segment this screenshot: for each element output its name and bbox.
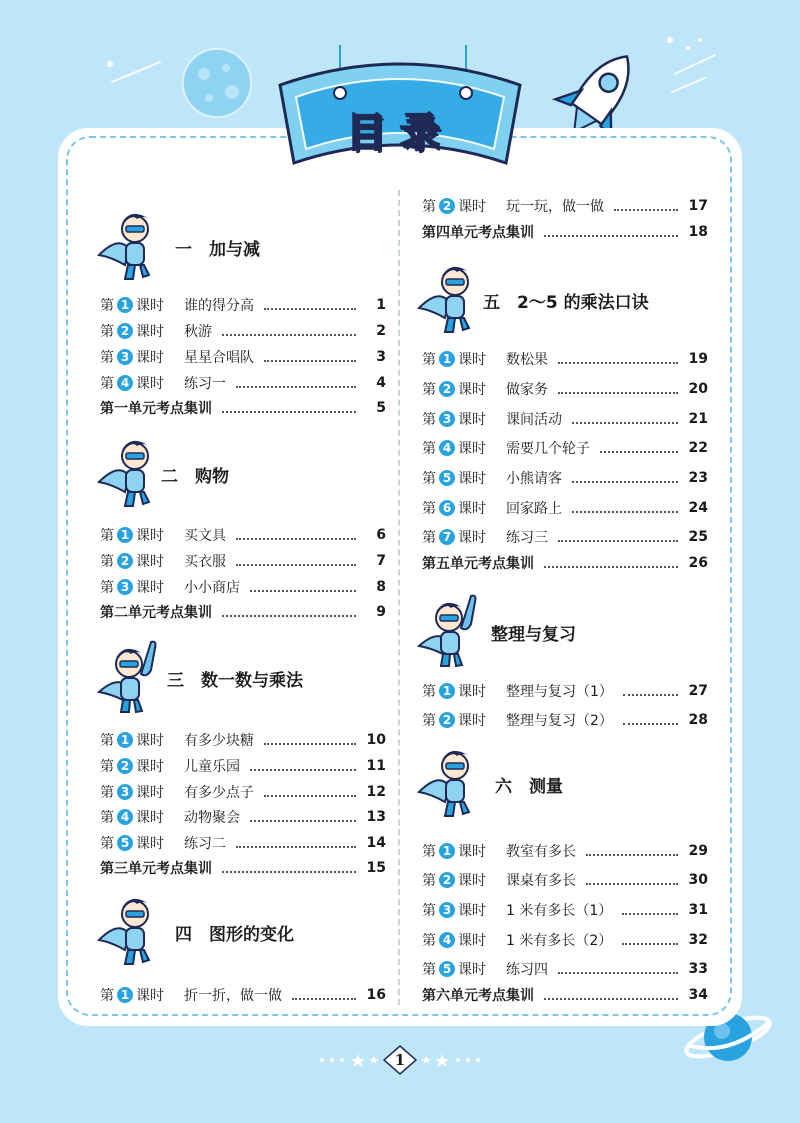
lesson-number-badge: 2 <box>439 712 455 728</box>
lesson-number-badge: 7 <box>439 529 455 545</box>
unit-title: 三 数一数与乘法 <box>167 671 303 691</box>
toc-lesson-row[interactable]: 第 3 课时 小小商店 8 <box>100 579 386 596</box>
superhero-mascot-icon <box>415 258 487 338</box>
page-number-footer: 1 <box>394 1051 406 1069</box>
dot-leader <box>622 913 678 915</box>
toc-lesson-row[interactable]: 第 3 课时 课间活动 21 <box>422 411 708 428</box>
superhero-mascot-icon <box>95 432 167 512</box>
dot-leader <box>236 538 356 540</box>
toc-lesson-row[interactable]: 第 6 课时 回家路上 24 <box>422 500 708 517</box>
review-title: 第五单元考点集训 <box>422 556 534 572</box>
lesson-number-badge: 5 <box>439 961 455 977</box>
page-number: 25 <box>688 529 708 545</box>
lesson-title: 课桌有多长 <box>506 873 576 889</box>
lesson-number-badge: 2 <box>117 553 133 569</box>
toc-lesson-row[interactable]: 第 5 课时 练习四 33 <box>422 961 708 978</box>
unit-heading <box>95 432 375 512</box>
dot-leader <box>544 235 678 237</box>
lesson-title: 课间活动 <box>506 412 562 428</box>
lesson-title: 数松果 <box>506 352 548 368</box>
page-number: 2 <box>376 323 386 339</box>
page-number: 1 <box>376 297 386 313</box>
toc-review-row[interactable] <box>100 397 386 419</box>
lesson-number-badge: 4 <box>439 440 455 456</box>
unit-heading <box>95 205 375 285</box>
toc-review-row[interactable] <box>422 221 708 243</box>
page-number: 5 <box>376 400 386 416</box>
lesson-title: 星星合唱队 <box>184 350 254 366</box>
unit-title: 四 图形的变化 <box>175 925 294 945</box>
lesson-title: 儿童乐园 <box>184 759 240 775</box>
unit-title: 六 测量 <box>495 777 563 797</box>
toc-lesson-row[interactable]: 第 7 课时 练习三 25 <box>422 529 708 546</box>
toc-review-row[interactable] <box>422 552 708 574</box>
lesson-number-badge: 2 <box>439 198 455 214</box>
dot-leader <box>544 566 678 568</box>
lesson-number-badge: 2 <box>117 758 133 774</box>
lesson-title: 买衣服 <box>184 554 226 570</box>
lesson-title: 1 米有多长（1） <box>506 903 613 919</box>
lesson-title: 练习四 <box>506 962 548 978</box>
lesson-title: 折一折，做一做 <box>184 988 282 1004</box>
page-number: 18 <box>688 224 708 240</box>
lesson-title: 有多少点子 <box>184 785 254 801</box>
superhero-mascot-icon <box>95 890 167 970</box>
lesson-number-badge: 1 <box>117 732 133 748</box>
lesson-number-badge: 1 <box>117 987 133 1003</box>
page-number: 19 <box>688 351 708 367</box>
dot-leader <box>558 392 678 394</box>
lesson-number-badge: 2 <box>439 381 455 397</box>
page-number: 30 <box>688 872 708 888</box>
lesson-title: 买文具 <box>184 528 226 544</box>
page-number: 4 <box>376 375 386 391</box>
toc-lesson-row[interactable]: 第 4 课时 需要几个轮子 22 <box>422 440 708 457</box>
dot-leader <box>222 411 356 413</box>
toc-lesson-row[interactable]: 第 2 课时 做家务 20 <box>422 381 708 398</box>
review-title: 第二单元考点集训 <box>100 605 212 621</box>
toc-lesson-row[interactable]: 第 2 课时 儿童乐园 11 <box>100 758 386 775</box>
toc-lesson-row[interactable]: 第 3 课时 1 米有多长（1） 31 <box>422 902 708 919</box>
review-title: 第三单元考点集训 <box>100 861 212 877</box>
page-number: 15 <box>366 860 386 876</box>
lesson-title: 1 米有多长（2） <box>506 933 613 949</box>
lesson-number-badge: 1 <box>439 683 455 699</box>
unit-heading <box>415 590 715 670</box>
dot-leader <box>264 308 356 310</box>
lesson-number-badge: 4 <box>117 375 133 391</box>
page-number: 33 <box>688 961 708 977</box>
dot-leader <box>623 723 678 725</box>
dot-leader <box>264 743 356 745</box>
lesson-title: 秋游 <box>184 324 212 340</box>
column-divider <box>398 190 400 1005</box>
toc-lesson-row[interactable]: 第 4 课时 动物聚会 13 <box>100 809 386 826</box>
review-title: 第四单元考点集训 <box>422 225 534 241</box>
toc-lesson-row[interactable]: 第 2 课时 课桌有多长 30 <box>422 872 708 889</box>
dot-leader <box>236 386 356 388</box>
dot-leader <box>264 360 356 362</box>
page-title: 目录 <box>346 110 454 156</box>
page-number: 17 <box>688 198 708 214</box>
toc-lesson-row[interactable]: 第 1 课时 数松果 19 <box>422 351 708 368</box>
title-sign <box>270 45 530 175</box>
dot-leader <box>236 846 356 848</box>
page-number: 13 <box>366 809 386 825</box>
dot-leader <box>600 451 678 453</box>
superhero-mascot-icon <box>95 205 167 285</box>
unit-heading <box>415 258 715 338</box>
lesson-number-badge: 5 <box>439 470 455 486</box>
toc-lesson-row[interactable]: 第 4 课时 练习一 4 <box>100 375 386 392</box>
lesson-number-badge: 2 <box>117 323 133 339</box>
planet-icon <box>174 40 264 130</box>
toc-lesson-row[interactable]: 第 1 课时 有多少块糖 10 <box>100 732 386 749</box>
page-number: 20 <box>688 381 708 397</box>
page-number: 12 <box>366 784 386 800</box>
page-number: 3 <box>376 349 386 365</box>
page-number: 8 <box>376 579 386 595</box>
toc-lesson-row[interactable]: 第 1 课时 谁的得分高 1 <box>100 297 386 314</box>
dot-leader <box>586 883 678 885</box>
toc-lesson-row[interactable]: 第 2 课时 秋游 2 <box>100 323 386 340</box>
unit-heading <box>95 636 375 716</box>
page-number: 21 <box>688 411 708 427</box>
toc-lesson-row[interactable]: 第 3 课时 有多少点子 12 <box>100 784 386 801</box>
page-number: 16 <box>366 987 386 1003</box>
lesson-title: 回家路上 <box>506 501 562 517</box>
page-number: 31 <box>688 902 708 918</box>
page-number: 32 <box>688 932 708 948</box>
lesson-title: 小小商店 <box>184 580 240 596</box>
unit-title: 二 购物 <box>161 467 229 487</box>
dot-leader <box>544 998 678 1000</box>
lesson-number-badge: 3 <box>117 349 133 365</box>
page-number: 28 <box>688 712 708 728</box>
unit-heading <box>95 890 375 970</box>
page-number: 29 <box>688 843 708 859</box>
lesson-title: 有多少块糖 <box>184 733 254 749</box>
review-title: 第一单元考点集训 <box>100 401 212 417</box>
page-number: 27 <box>688 683 708 699</box>
page-number: 9 <box>376 604 386 620</box>
dot-leader <box>558 540 678 542</box>
dot-leader <box>572 422 678 424</box>
toc-review-row[interactable] <box>100 601 386 623</box>
dot-leader <box>292 998 356 1000</box>
toc-lesson-row[interactable]: 第 5 课时 小熊请客 23 <box>422 470 708 487</box>
lesson-title: 需要几个轮子 <box>506 441 590 457</box>
superhero-mascot-icon <box>415 590 487 670</box>
superhero-mascot-icon <box>415 742 487 822</box>
page-number: 22 <box>688 440 708 456</box>
dot-leader <box>622 943 678 945</box>
lesson-title: 整理与复习（2） <box>506 713 613 729</box>
dot-leader <box>623 694 678 696</box>
toc-lesson-row[interactable]: 第 2 课时 玩一玩，做一做 17 <box>422 198 708 215</box>
toc-lesson-row[interactable]: 第 1 课时 折一折，做一做 16 <box>100 987 386 1004</box>
dot-leader <box>222 871 356 873</box>
dot-leader <box>250 820 356 822</box>
page-number: 7 <box>376 553 386 569</box>
toc-lesson-row[interactable]: 第 1 课时 整理与复习（1） 27 <box>422 683 708 700</box>
page-number: 6 <box>376 527 386 543</box>
toc-lesson-row[interactable]: 第 1 课时 买文具 6 <box>100 527 386 544</box>
toc-lesson-row[interactable]: 第 2 课时 整理与复习（2） 28 <box>422 712 708 729</box>
unit-heading <box>415 742 715 822</box>
page-number: 24 <box>688 500 708 516</box>
dot-leader <box>250 590 356 592</box>
lesson-title: 动物聚会 <box>184 810 240 826</box>
unit-title: 整理与复习 <box>491 625 576 645</box>
dot-leader <box>572 511 678 513</box>
lesson-title: 教室有多长 <box>506 844 576 860</box>
dot-leader <box>558 362 678 364</box>
review-title: 第六单元考点集训 <box>422 988 534 1004</box>
dot-leader <box>572 481 678 483</box>
dot-leader <box>222 334 356 336</box>
page-number: 10 <box>366 732 386 748</box>
lesson-title: 谁的得分高 <box>184 298 254 314</box>
lesson-number-badge: 1 <box>117 527 133 543</box>
lesson-title: 练习一 <box>184 376 226 392</box>
lesson-title: 玩一玩，做一做 <box>506 199 604 215</box>
dot-leader <box>614 209 678 211</box>
lesson-number-badge: 3 <box>117 579 133 595</box>
dot-leader <box>250 769 356 771</box>
dot-leader <box>558 972 678 974</box>
lesson-title: 做家务 <box>506 382 548 398</box>
dot-leader <box>236 564 356 566</box>
lesson-number-badge: 6 <box>439 500 455 516</box>
superhero-mascot-icon <box>95 636 167 716</box>
toc-lesson-row[interactable]: 第 1 课时 教室有多长 29 <box>422 843 708 860</box>
unit-title: 一 加与减 <box>175 240 260 260</box>
lesson-number-badge: 1 <box>439 351 455 367</box>
page-footer <box>300 1044 500 1080</box>
dot-leader <box>222 615 356 617</box>
lesson-number-badge: 3 <box>117 784 133 800</box>
page-number: 11 <box>366 758 386 774</box>
lesson-number-badge: 5 <box>117 835 133 851</box>
page-number: 14 <box>366 835 386 851</box>
lesson-title: 小熊请客 <box>506 471 562 487</box>
toc-lesson-row[interactable]: 第 4 课时 1 米有多长（2） 32 <box>422 932 708 949</box>
page-number: 34 <box>688 987 708 1003</box>
lesson-number-badge: 3 <box>439 902 455 918</box>
dot-leader <box>586 854 678 856</box>
lesson-title: 练习三 <box>506 530 548 546</box>
toc-lesson-row[interactable]: 第 2 课时 买衣服 7 <box>100 553 386 570</box>
toc-review-row[interactable] <box>100 857 386 879</box>
toc-review-row[interactable] <box>422 984 708 1006</box>
toc-lesson-row[interactable]: 第 5 课时 练习二 14 <box>100 835 386 852</box>
lesson-number-badge: 1 <box>439 843 455 859</box>
dot-leader <box>264 795 356 797</box>
toc-lesson-row[interactable]: 第 3 课时 星星合唱队 3 <box>100 349 386 366</box>
unit-title: 五 2～5 的乘法口诀 <box>483 293 649 313</box>
lesson-title: 整理与复习（1） <box>506 684 613 700</box>
lesson-number-badge: 1 <box>117 297 133 313</box>
page-number: 23 <box>688 470 708 486</box>
lesson-number-badge: 2 <box>439 872 455 888</box>
page-number: 26 <box>688 555 708 571</box>
lesson-number-badge: 4 <box>439 932 455 948</box>
lesson-number-badge: 3 <box>439 411 455 427</box>
lesson-title: 练习二 <box>184 836 226 852</box>
lesson-number-badge: 4 <box>117 809 133 825</box>
